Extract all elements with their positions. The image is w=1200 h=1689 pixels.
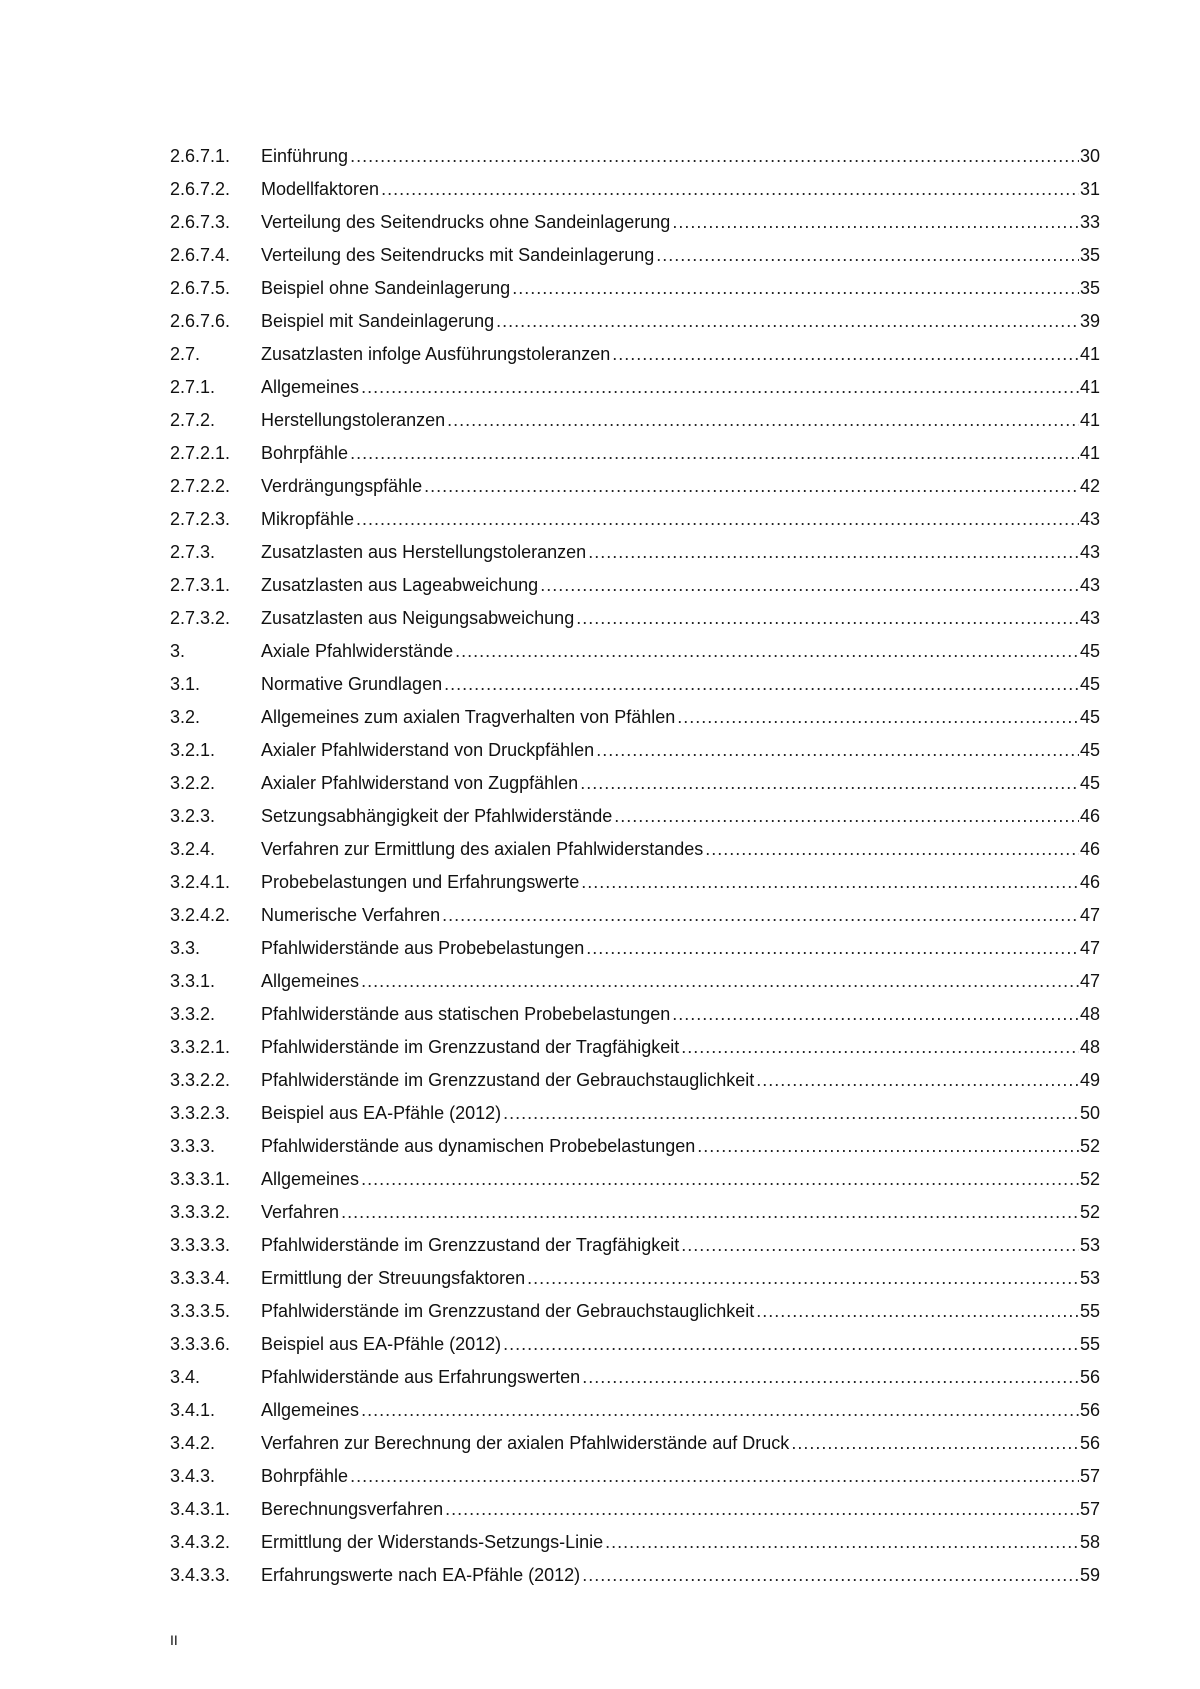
toc-entry-number: 3.4.2. [170,1433,216,1453]
table-of-contents [170,140,1100,1592]
toc-entry-page: 46 [1079,839,1100,859]
toc-entry-page: 57 [1079,1466,1100,1486]
toc-entry-title: Pfahlwiderstände im Grenzzustand der Tragfähigkeit [261,1037,680,1057]
toc-entry-title: Verfahren [261,1202,340,1222]
toc-entry-title: Zusatzlasten aus Lageabweichung [261,575,539,595]
toc-entry[interactable] [170,635,1100,668]
toc-entry-page: 58 [1079,1532,1100,1552]
toc-entry-page: 45 [1079,641,1100,661]
toc-dot-leader [361,371,1079,404]
toc-entry-number: 2.7.2.3. [170,509,231,529]
toc-entry[interactable] [170,437,1100,470]
toc-entry[interactable] [170,140,1100,173]
toc-entry-title: Pfahlwiderstände aus Probebelastungen [261,938,585,958]
toc-dot-leader [681,1031,1079,1064]
toc-entry-number: 3.2.4.2. [170,905,231,925]
toc-entry-number: 2.6.7.3. [170,212,231,232]
toc-dot-leader [444,668,1079,701]
toc-entry[interactable] [170,1031,1100,1064]
toc-entry-number: 2.7. [170,344,201,364]
toc-entry-page: 53 [1079,1268,1100,1288]
toc-entry-title: Zusatzlasten infolge Ausführungstoleranzen [261,344,611,364]
toc-dot-leader [356,503,1079,536]
toc-dot-leader [581,866,1079,899]
toc-entry[interactable] [170,998,1100,1031]
toc-entry-page: 47 [1079,971,1100,991]
toc-entry-title: Ermittlung der Widerstands-Setzungs-Linie [261,1532,604,1552]
toc-entry-number: 2.7.3.1. [170,575,231,595]
toc-entry-page: 30 [1079,146,1100,166]
toc-dot-leader [582,1361,1079,1394]
toc-entry-page: 56 [1079,1433,1100,1453]
toc-entry-page: 43 [1079,575,1100,595]
toc-entry[interactable] [170,1295,1100,1328]
toc-entry-title: Pfahlwiderstände aus statischen Probebelastungen [261,1004,671,1024]
toc-entry[interactable] [170,536,1100,569]
toc-entry-number: 3.3.2.1. [170,1037,231,1057]
toc-entry[interactable] [170,1196,1100,1229]
toc-entry[interactable] [170,338,1100,371]
toc-entry-title: Erfahrungswerte nach EA-Pfähle (2012) [261,1565,581,1585]
toc-entry-number: 2.7.2.2. [170,476,231,496]
toc-entry-page: 45 [1079,707,1100,727]
toc-dot-leader [445,1493,1079,1526]
toc-entry[interactable] [170,800,1100,833]
toc-entry[interactable] [170,668,1100,701]
toc-dot-leader [350,140,1079,173]
toc-dot-leader [756,1295,1079,1328]
toc-entry-number: 2.7.2. [170,410,216,430]
toc-dot-leader [705,833,1079,866]
toc-entry[interactable] [170,866,1100,899]
toc-entry-title: Allgemeines [261,1169,360,1189]
toc-entry-title: Beispiel aus EA-Pfähle (2012) [261,1334,502,1354]
toc-entry[interactable] [170,899,1100,932]
toc-entry-number: 2.6.7.4. [170,245,231,265]
toc-entry-number: 3.4.1. [170,1400,216,1420]
toc-entry-number: 3.3.3.1. [170,1169,231,1189]
toc-dot-leader [455,635,1079,668]
toc-entry[interactable] [170,932,1100,965]
toc-entry-page: 55 [1079,1301,1100,1321]
toc-entry-number: 2.7.3. [170,542,216,562]
toc-entry-title: Pfahlwiderstände im Grenzzustand der Gebrauchstauglichkeit [261,1070,755,1090]
toc-entry-title: Axialer Pfahlwiderstand von Druckpfählen [261,740,595,760]
toc-entry-title: Pfahlwiderstände aus Erfahrungswerten [261,1367,581,1387]
toc-entry-page: 47 [1079,905,1100,925]
toc-entry[interactable] [170,1130,1100,1163]
toc-dot-leader [791,1427,1079,1460]
toc-entry[interactable] [170,833,1100,866]
toc-entry[interactable] [170,206,1100,239]
toc-entry-title: Normative Grundlagen [261,674,443,694]
toc-dot-leader [681,1229,1079,1262]
toc-dot-leader [424,470,1079,503]
toc-entry-title: Numerische Verfahren [261,905,441,925]
toc-entry[interactable] [170,1394,1100,1427]
toc-entry-number: 3.2.1. [170,740,216,760]
toc-entry[interactable] [170,1262,1100,1295]
toc-dot-leader [672,998,1079,1031]
page-number: II [170,1632,178,1648]
toc-entry[interactable] [170,1526,1100,1559]
toc-entry[interactable] [170,767,1100,800]
toc-entry[interactable] [170,602,1100,635]
toc-entry-number: 2.7.1. [170,377,216,397]
toc-entry-page: 59 [1079,1565,1100,1585]
toc-entry[interactable] [170,404,1100,437]
toc-entry-title: Beispiel aus EA-Pfähle (2012) [261,1103,502,1123]
toc-entry-page: 52 [1079,1169,1100,1189]
toc-entry[interactable] [170,569,1100,602]
toc-entry-number: 3.4.3.1. [170,1499,231,1519]
toc-entry[interactable] [170,965,1100,998]
toc-entry-page: 52 [1079,1136,1100,1156]
toc-entry-page: 55 [1079,1334,1100,1354]
toc-entry-page: 46 [1079,872,1100,892]
toc-dot-leader [496,305,1079,338]
toc-dot-leader [580,767,1079,800]
toc-entry-title: Pfahlwiderstände im Grenzzustand der Tragfähigkeit [261,1235,680,1255]
toc-dot-leader [605,1526,1079,1559]
toc-entry-title: Allgemeines [261,1400,360,1420]
toc-entry-title: Pfahlwiderstände aus dynamischen Probebelastungen [261,1136,696,1156]
toc-dot-leader [381,173,1079,206]
toc-entry-title: Verfahren zur Berechnung der axialen Pfahlwiderstände auf Druck [261,1433,790,1453]
toc-entry-page: 33 [1079,212,1100,232]
toc-dot-leader [596,734,1079,767]
toc-entry[interactable] [170,1559,1100,1592]
toc-entry-title: Allgemeines [261,971,360,991]
toc-dot-leader [576,602,1079,635]
toc-entry-number: 3.3.1. [170,971,216,991]
toc-entry-page: 49 [1079,1070,1100,1090]
toc-entry-number: 3.4.3. [170,1466,216,1486]
toc-dot-leader [447,404,1079,437]
toc-dot-leader [503,1328,1079,1361]
toc-entry[interactable] [170,272,1100,305]
toc-entry-title: Verdrängungspfähle [261,476,423,496]
toc-entry-number: 3.2. [170,707,201,727]
toc-entry-page: 41 [1079,410,1100,430]
toc-dot-leader [582,1559,1079,1592]
toc-entry-page: 42 [1079,476,1100,496]
toc-entry-title: Verteilung des Seitendrucks ohne Sandeinlagerung [261,212,671,232]
toc-entry[interactable] [170,239,1100,272]
toc-entry-title: Herstellungstoleranzen [261,410,446,430]
toc-dot-leader [341,1196,1079,1229]
toc-entry-page: 41 [1079,344,1100,364]
toc-entry-number: 3.3.3.6. [170,1334,231,1354]
toc-dot-leader [612,338,1079,371]
toc-entry-title: Probebelastungen und Erfahrungswerte [261,872,580,892]
toc-dot-leader [512,272,1079,305]
toc-entry-number: 3. [170,641,186,661]
toc-entry-number: 3.3.2. [170,1004,216,1024]
toc-dot-leader [697,1130,1079,1163]
toc-entry-title: Setzungsabhängigkeit der Pfahlwiderstände [261,806,613,826]
toc-dot-leader [442,899,1079,932]
toc-entry[interactable] [170,371,1100,404]
toc-entry[interactable] [170,1460,1100,1493]
toc-entry-number: 3.3. [170,938,201,958]
toc-entry[interactable] [170,1493,1100,1526]
toc-dot-leader [527,1262,1079,1295]
toc-entry-page: 45 [1079,674,1100,694]
toc-entry-number: 3.3.3.5. [170,1301,231,1321]
toc-entry-number: 2.7.3.2. [170,608,231,628]
toc-entry-page: 31 [1079,179,1100,199]
toc-entry-number: 2.6.7.6. [170,311,231,331]
toc-entry-number: 2.6.7.5. [170,278,231,298]
toc-entry-number: 2.6.7.2. [170,179,231,199]
toc-entry-page: 39 [1079,311,1100,331]
toc-entry-title: Verteilung des Seitendrucks mit Sandeinlagerung [261,245,655,265]
toc-dot-leader [361,965,1079,998]
toc-entry-title: Bohrpfähle [261,1466,349,1486]
toc-entry-page: 46 [1079,806,1100,826]
toc-entry-number: 3.3.3.4. [170,1268,231,1288]
toc-entry-title: Verfahren zur Ermittlung des axialen Pfahlwiderstandes [261,839,704,859]
toc-entry-title: Beispiel mit Sandeinlagerung [261,311,495,331]
toc-entry-number: 3.3.3.3. [170,1235,231,1255]
toc-entry-number: 3.3.2.2. [170,1070,231,1090]
toc-entry-page: 47 [1079,938,1100,958]
toc-entry-title: Zusatzlasten aus Neigungsabweichung [261,608,575,628]
toc-entry-number: 3.4.3.2. [170,1532,231,1552]
toc-entry-title: Allgemeines zum axialen Tragverhalten von Pfählen [261,707,676,727]
toc-entry[interactable] [170,173,1100,206]
toc-dot-leader [677,701,1079,734]
toc-entry-page: 43 [1079,608,1100,628]
toc-dot-leader [503,1097,1079,1130]
toc-entry-title: Berechnungsverfahren [261,1499,444,1519]
toc-entry-number: 3.2.4.1. [170,872,231,892]
toc-dot-leader [672,206,1079,239]
toc-entry-title: Axiale Pfahlwiderstände [261,641,454,661]
toc-entry-page: 56 [1079,1367,1100,1387]
toc-entry-page: 43 [1079,509,1100,529]
toc-entry-title: Beispiel ohne Sandeinlagerung [261,278,511,298]
toc-entry-number: 2.6.7.1. [170,146,231,166]
toc-entry-page: 35 [1079,245,1100,265]
toc-entry-number: 2.7.2.1. [170,443,231,463]
toc-dot-leader [756,1064,1079,1097]
toc-entry-page: 45 [1079,773,1100,793]
toc-entry[interactable] [170,470,1100,503]
toc-entry-title: Bohrpfähle [261,443,349,463]
toc-dot-leader [350,1460,1079,1493]
toc-dot-leader [540,569,1079,602]
toc-dot-leader [350,437,1079,470]
toc-entry-number: 3.1. [170,674,201,694]
toc-entry[interactable] [170,503,1100,536]
toc-entry-title: Modellfaktoren [261,179,380,199]
toc-entry-page: 41 [1079,443,1100,463]
toc-entry-title: Mikropfähle [261,509,355,529]
toc-entry[interactable] [170,734,1100,767]
toc-entry-number: 3.2.4. [170,839,216,859]
toc-entry-title: Axialer Pfahlwiderstand von Zugpfählen [261,773,579,793]
toc-entry-title: Pfahlwiderstände im Grenzzustand der Gebrauchstauglichkeit [261,1301,755,1321]
toc-entry-number: 3.4. [170,1367,201,1387]
toc-entry-title: Einführung [261,146,349,166]
toc-entry[interactable] [170,1163,1100,1196]
toc-entry-number: 3.2.2. [170,773,216,793]
toc-entry-page: 57 [1079,1499,1100,1519]
toc-entry[interactable] [170,1064,1100,1097]
toc-dot-leader [656,239,1079,272]
toc-entry-page: 45 [1079,740,1100,760]
toc-entry-number: 3.3.2.3. [170,1103,231,1123]
toc-entry-page: 50 [1079,1103,1100,1123]
toc-entry[interactable] [170,1097,1100,1130]
toc-dot-leader [586,932,1079,965]
toc-entry[interactable] [170,1328,1100,1361]
toc-entry-page: 35 [1079,278,1100,298]
toc-dot-leader [361,1394,1079,1427]
toc-dot-leader [614,800,1079,833]
toc-dot-leader [588,536,1079,569]
toc-dot-leader [361,1163,1079,1196]
toc-entry-page: 48 [1079,1004,1100,1024]
toc-entry[interactable] [170,1229,1100,1262]
toc-entry[interactable] [170,1361,1100,1394]
toc-entry-number: 3.3.3.2. [170,1202,231,1222]
toc-entry[interactable] [170,701,1100,734]
toc-entry-page: 43 [1079,542,1100,562]
toc-entry-page: 56 [1079,1400,1100,1420]
toc-entry[interactable] [170,305,1100,338]
toc-entry-title: Allgemeines [261,377,360,397]
toc-entry-number: 3.2.3. [170,806,216,826]
toc-entry-number: 3.3.3. [170,1136,216,1156]
toc-entry-number: 3.4.3.3. [170,1565,231,1585]
toc-entry-title: Zusatzlasten aus Herstellungstoleranzen [261,542,587,562]
toc-entry-page: 52 [1079,1202,1100,1222]
toc-entry-page: 53 [1079,1235,1100,1255]
toc-entry[interactable] [170,1427,1100,1460]
toc-entry-page: 41 [1079,377,1100,397]
toc-entry-title: Ermittlung der Streuungsfaktoren [261,1268,526,1288]
toc-entry-page: 48 [1079,1037,1100,1057]
